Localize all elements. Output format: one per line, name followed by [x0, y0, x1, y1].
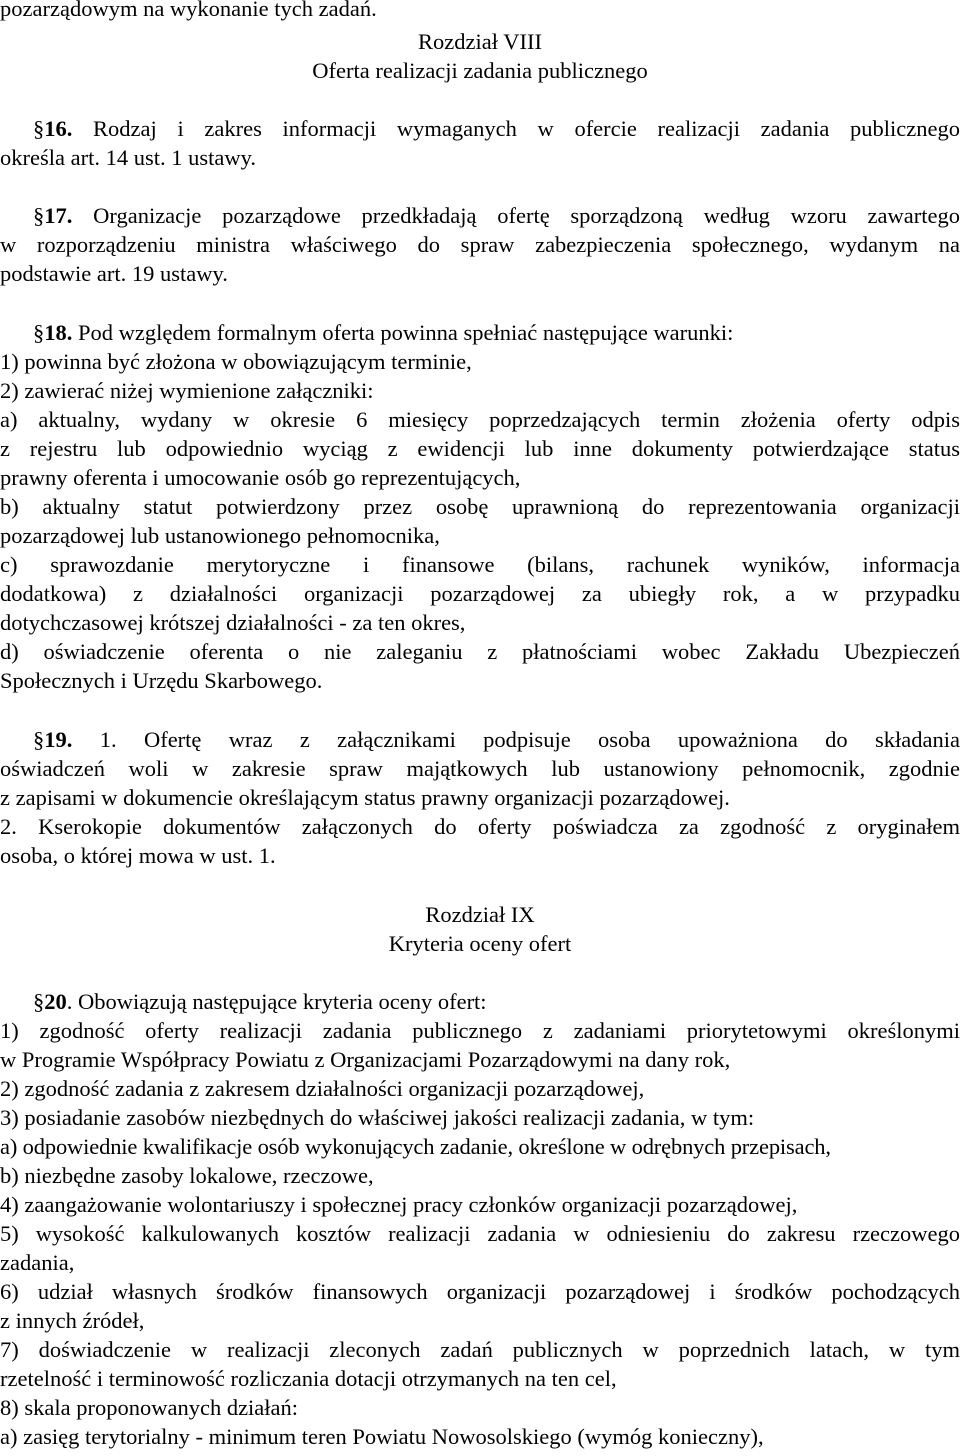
text-line: a) odpowiednie kwalifikacje osób wykonujących zadanie, określone w odrębnych przepisach, — [0, 1134, 831, 1159]
text-line: prawny oferenta i umocowanie osób go reprezentujących, — [0, 465, 521, 490]
text-line: d) oświadczenie oferenta o nie zaleganiu z płatnościami wobec Zakładu Ubezpieczeń — [0, 639, 960, 664]
paragraph-17-text: Organizacje pozarządowe przedkładają ofertę sporządzoną według wzoru zawartego — [72, 203, 960, 228]
text-line: 8) skala proponowanych działań: — [0, 1395, 299, 1420]
text-line: 6) udział własnych środków finansowych organizacji pozarządowej i środków pochodzących — [0, 1279, 960, 1304]
text-line: 2) zawierać niżej wymienione załączniki: — [0, 378, 374, 403]
paragraph-20-number: 20 — [44, 989, 67, 1014]
text-line: 2) zgodność zadania z zakresem działalności organizacji pozarządowej, — [0, 1076, 645, 1101]
paragraph-19-number: 19. — [44, 727, 73, 752]
section-sign: § — [33, 727, 45, 752]
text-line: a) aktualny, wydany w okresie 6 miesięcy poprzedzających termin złożenia oferty odpis — [0, 407, 960, 432]
text-line: pozarządowej lub ustanowionego pełnomocnika, — [0, 523, 440, 548]
text-line: podstawie art. 19 ustawy. — [0, 261, 228, 286]
paragraph-18-number: 18. — [44, 320, 73, 345]
text-line: dotychczasowej krótszej działalności - za ten okres, — [0, 610, 466, 635]
section-sign: § — [33, 116, 45, 141]
section-sign: § — [33, 989, 45, 1014]
paragraph-16-line — [33, 114, 960, 143]
text-line: pozarządowym na wykonanie tych zadań. — [0, 0, 377, 21]
text-line: 1) zgodność oferty realizacji zadania publicznego z zadaniami priorytetowymi określonymi — [0, 1018, 960, 1043]
text-line: osoba, o której mowa w ust. 1. — [0, 843, 276, 868]
text-line: 4) zaangażowanie wolontariuszy i społecznej pracy członków organizacji pozarządowej, — [0, 1192, 798, 1217]
text-line: rzetelność i terminowość rozliczania dotacji otrzymanych na ten cel, — [0, 1366, 617, 1391]
chapter-9-title: Rozdział IX — [425, 902, 535, 927]
text-line: oświadczeń woli w zakresie spraw majątkowych lub ustanowiony pełnomocnik, zgodnie — [0, 756, 960, 781]
text-line: 7) doświadczenie w realizacji zleconych zadań publicznych w poprzednich latach, w tym — [0, 1337, 960, 1362]
paragraph-17-number: 17. — [44, 203, 73, 228]
paragraph-16-text: Rodzaj i zakres informacji wymaganych w ofercie realizacji zadania publicznego — [72, 116, 960, 141]
paragraph-19-text: 1. Ofertę wraz z załącznikami podpisuje osoba upoważniona do składania — [72, 727, 960, 752]
text-line: 3) posiadanie zasobów niezbędnych do właściwej jakości realizacji zadania, w tym: — [0, 1105, 755, 1130]
text-line: zadania, — [0, 1250, 75, 1275]
paragraph-20-line — [33, 987, 960, 1016]
paragraph-18-line — [33, 318, 960, 347]
text-line: z innych źródeł, — [0, 1308, 145, 1333]
paragraph-17-line — [33, 201, 960, 230]
text-line: z rejestru lub odpowiednio wyciąg z ewidencji lub inne dokumenty potwierdzające status — [0, 436, 960, 461]
text-line: b) niezbędne zasoby lokalowe, rzeczowe, — [0, 1163, 374, 1188]
paragraph-16-number: 16. — [44, 116, 73, 141]
text-line: a) zasięg terytorialny - minimum teren Powiatu Nowosolskiego (wymóg konieczny), — [0, 1424, 764, 1449]
text-line: 2. Kserokopie dokumentów załączonych do oferty poświadcza za zgodność z oryginałem — [0, 814, 960, 839]
text-line: w rozporządzeniu ministra właściwego do spraw zabezpieczenia społecznego, wydanym na — [0, 232, 960, 257]
text-line: 1) powinna być złożona w obowiązującym terminie, — [0, 349, 472, 374]
paragraph-19-line — [33, 725, 960, 754]
section-sign: § — [33, 203, 45, 228]
paragraph-20-text: . Obowiązują następujące kryteria oceny ofert: — [66, 989, 487, 1014]
text-line: w Programie Współpracy Powiatu z Organizacjami Pozarządowymi na dany rok, — [0, 1047, 731, 1072]
chapter-8-title: Rozdział VIII — [418, 29, 542, 54]
text-line: 5) wysokość kalkulowanych kosztów realizacji zadania w odniesieniu do zakresu rzeczowego — [0, 1221, 960, 1246]
text-line: b) aktualny statut potwierdzony przez osobę uprawnioną do reprezentowania organizacji — [0, 494, 960, 519]
text-line: z zapisami w dokumencie określającym status prawny organizacji pozarządowej. — [0, 785, 730, 810]
text-line: dodatkowa) z działalności organizacji pozarządowej za ubiegły rok, a w przypadku — [0, 581, 960, 606]
paragraph-18-text: Pod względem formalnym oferta powinna spełniać następujące warunki: — [72, 320, 734, 345]
section-sign: § — [33, 320, 45, 345]
chapter-9-subtitle: Kryteria oceny ofert — [388, 931, 572, 956]
text-line: c) sprawozdanie merytoryczne i finansowe (bilans, rachunek wyników, informacja — [0, 552, 960, 577]
text-line: Społecznych i Urzędu Skarbowego. — [0, 668, 323, 693]
chapter-8-subtitle: Oferta realizacji zadania publicznego — [312, 58, 648, 83]
text-line: określa art. 14 ust. 1 ustawy. — [0, 145, 256, 170]
